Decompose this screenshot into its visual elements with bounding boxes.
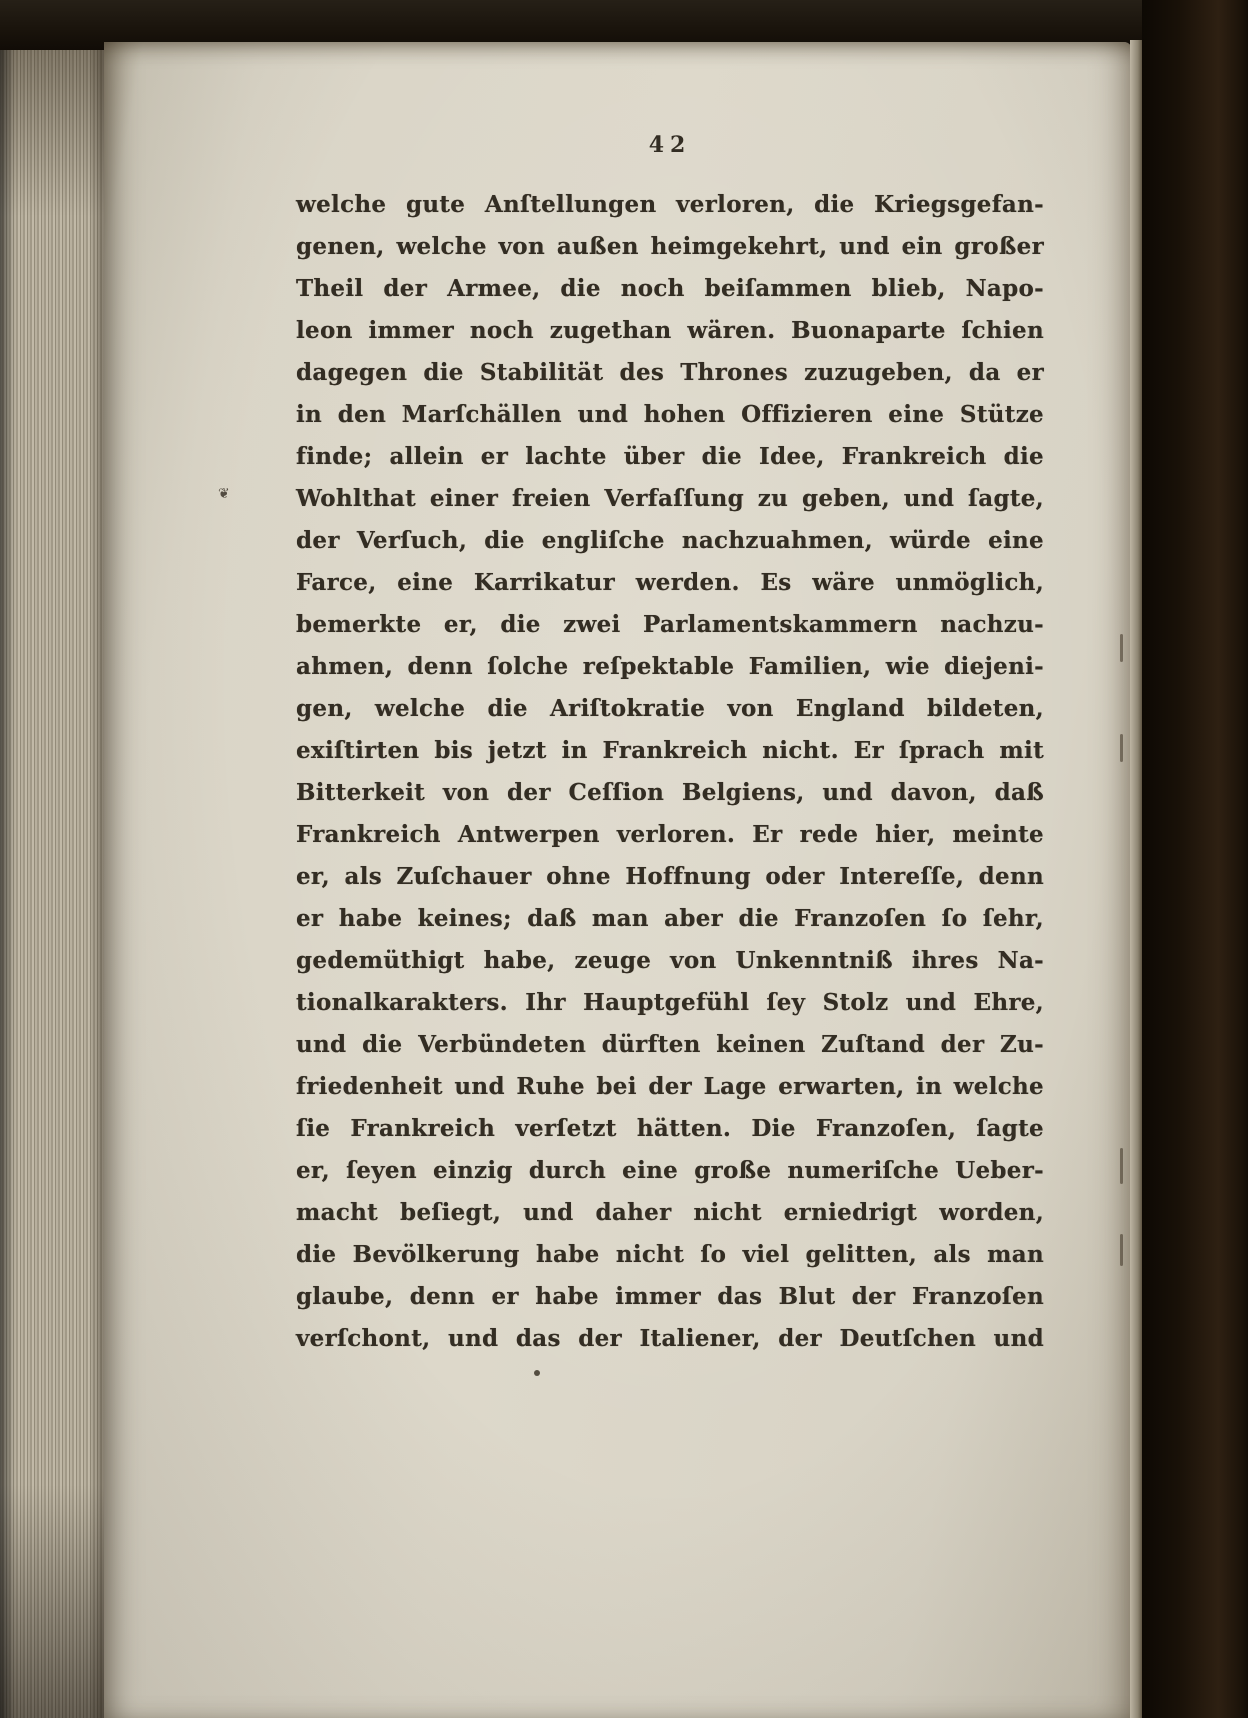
- text-line: macht beſiegt, und daher nicht erniedrigt worden,: [296, 1199, 1044, 1226]
- text-line: der Verſuch, die engliſche nachzuahmen, würde eine: [296, 527, 1044, 554]
- text-line: Wohlthat einer freien Verfaſſung zu geben, und ſagte,: [296, 485, 1044, 512]
- text-line: tionalkarakters. Ihr Hauptgefühl ſey Stolz und Ehre,: [296, 989, 1044, 1016]
- ink-mark: [1120, 1148, 1123, 1184]
- text-line: verſchont, und das der Italiener, der Deutſchen und: [296, 1325, 1044, 1352]
- ink-dot: [534, 1370, 540, 1376]
- ink-mark: [1120, 1234, 1123, 1266]
- book-cover-right: [1142, 0, 1248, 1718]
- text-line: Frankreich Antwerpen verloren. Er rede hier, meinte: [296, 821, 1044, 848]
- margin-ornament: ❦: [218, 486, 230, 502]
- text-line: Theil der Armee, die noch beiſammen blieb, Napo-: [296, 275, 1044, 302]
- book-page: [104, 42, 1132, 1718]
- text-line: glaube, denn er habe immer das Blut der Franzoſen: [296, 1283, 1044, 1310]
- text-line: finde; allein er lachte über die Idee, Frankreich die: [296, 443, 1044, 470]
- ink-mark: [1120, 734, 1123, 762]
- text-line: dagegen die Stabilität des Thrones zuzugeben, da er: [296, 359, 1044, 386]
- text-line: bemerkte er, die zwei Parlamentskammern nachzu-: [296, 611, 1044, 638]
- page-number: 42: [648, 132, 692, 158]
- text-line: die Bevölkerung habe nicht ſo viel gelitten, als man: [296, 1241, 1044, 1268]
- text-line: ahmen, denn ſolche reſpektable Familien, wie diejeni-: [296, 653, 1044, 680]
- text-line: ſie Frankreich verſetzt hätten. Die Franzoſen, ſagte: [296, 1115, 1044, 1142]
- text-line: Bitterkeit von der Ceſſion Belgiens, und davon, daß: [296, 779, 1044, 806]
- text-line: gedemüthigt habe, zeuge von Unkenntniß ihres Na-: [296, 947, 1044, 974]
- text-line: Farce, eine Karrikatur werden. Es wäre unmöglich,: [296, 569, 1044, 596]
- text-line: er habe keines; daß man aber die Franzoſen ſo ſehr,: [296, 905, 1044, 932]
- text-line: genen, welche von außen heimgekehrt, und ein großer: [296, 233, 1044, 260]
- text-line: welche gute Anſtellungen verloren, die Kriegsgefan-: [296, 191, 1044, 218]
- text-line: friedenheit und Ruhe bei der Lage erwarten, in welche: [296, 1073, 1044, 1100]
- page-edges-left: [0, 50, 108, 1718]
- page-text: [296, 184, 1044, 1360]
- text-line: gen, welche die Ariſtokratie von England bildeten,: [296, 695, 1044, 722]
- text-line: leon immer noch zugethan wären. Buonaparte ſchien: [296, 317, 1044, 344]
- text-line: er, ſeyen einzig durch eine große numeriſche Ueber-: [296, 1157, 1044, 1184]
- text-line: in den Marſchällen und hohen Offizieren eine Stütze: [296, 401, 1044, 428]
- text-line: er, als Zuſchauer ohne Hoffnung oder Intereſſe, denn: [296, 863, 1044, 890]
- text-line: exiſtirten bis jetzt in Frankreich nicht. Er ſprach mit: [296, 737, 1044, 764]
- text-line: und die Verbündeten dürften keinen Zuſtand der Zu-: [296, 1031, 1044, 1058]
- ink-mark: [1120, 634, 1123, 662]
